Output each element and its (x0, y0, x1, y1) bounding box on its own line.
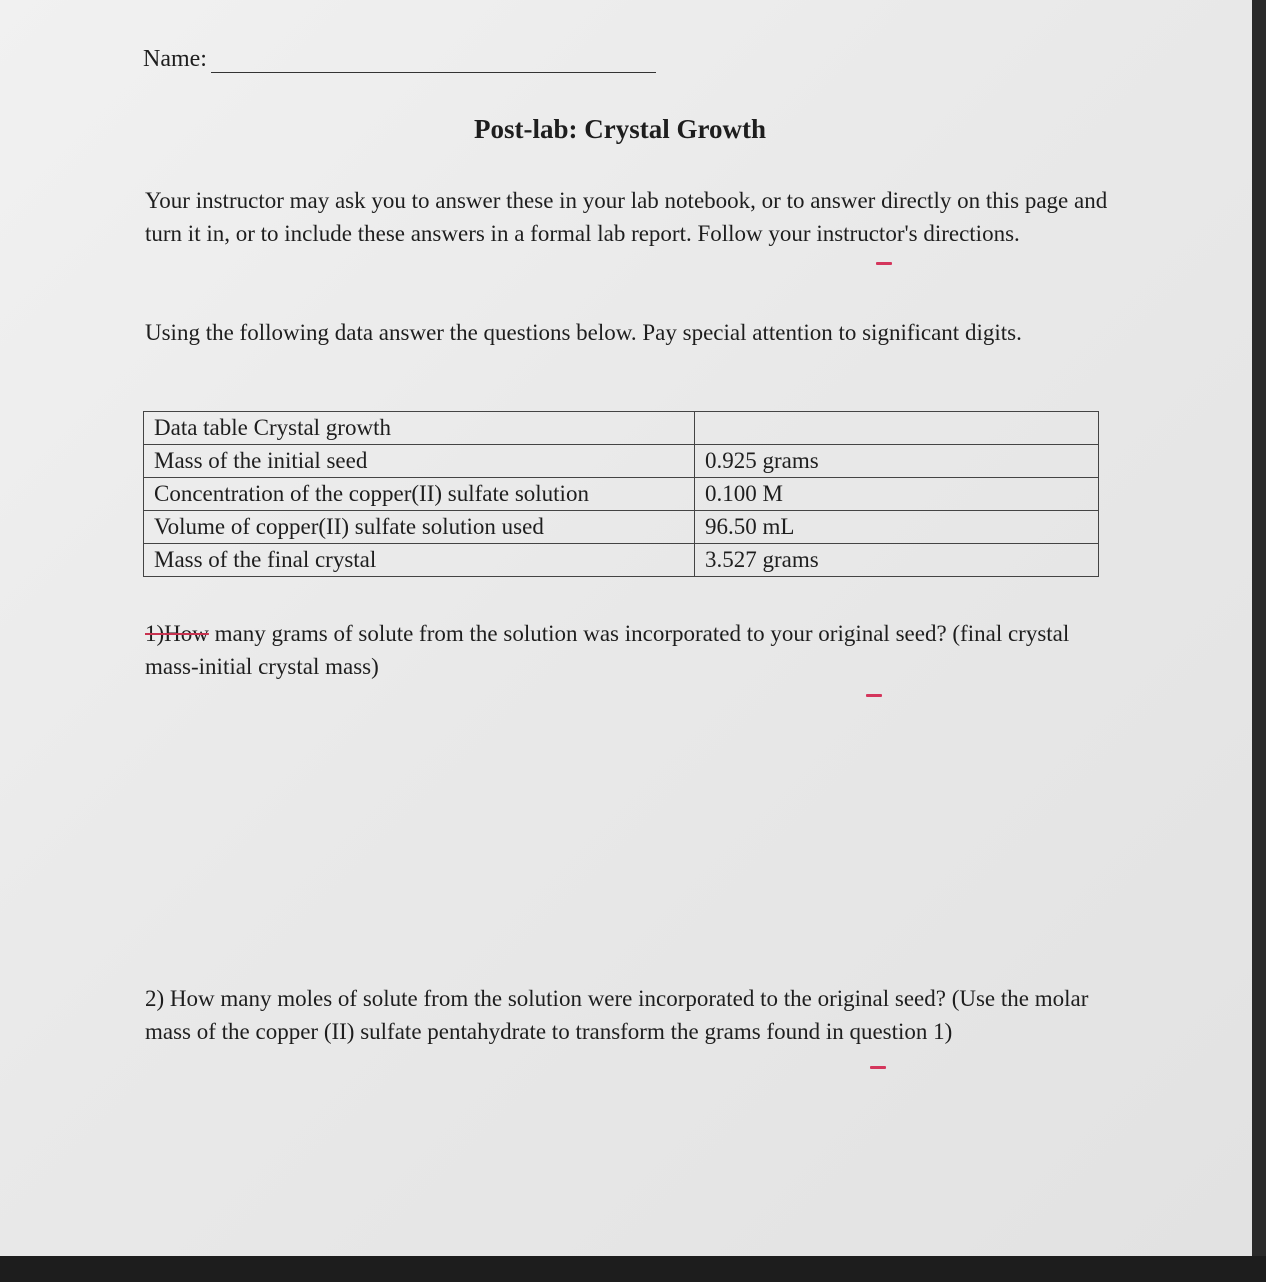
name-row (143, 46, 656, 73)
question-2: 2) How many moles of solute from the solution were incorporated to the original seed? (Use the molar mass of the copper (II) sulfate pentahydrate to transform the grams found in question 1) (145, 986, 1089, 1044)
page-title: Post-lab: Crystal Growth (474, 114, 766, 144)
table-row (144, 445, 1099, 478)
question-1-text: many grams of solute from the solution was incorporated to your original seed? (final crystal mass-initial crystal mass) (145, 621, 1070, 679)
table-header-cell (695, 412, 1099, 445)
table-header-row (144, 412, 1099, 445)
table-cell-value: 0.925 grams (695, 445, 1099, 478)
table-cell-label: Mass of the final crystal (144, 544, 695, 577)
table-row (144, 511, 1099, 544)
table-cell-label: Volume of copper(II) sulfate solution used (144, 511, 695, 544)
question-1 (145, 617, 1115, 683)
table-cell-label: Concentration of the copper(II) sulfate solution (144, 478, 695, 511)
table-cell-value: 96.50 mL (695, 511, 1099, 544)
data-table (143, 411, 1099, 577)
question-1-number: 1) (145, 621, 165, 646)
screen-bottom-edge (0, 1256, 1266, 1282)
red-pen-mark (866, 694, 882, 697)
table-row (144, 478, 1099, 511)
table-header-cell: Data table Crystal growth (144, 412, 695, 445)
intro-paragraph: Your instructor may ask you to answer these in your lab notebook, or to answer directly on this page and turn it in, or to include these answers in a formal lab report. Follow your instructor's directions. (145, 188, 1108, 246)
table-row (144, 544, 1099, 577)
red-pen-mark (876, 262, 892, 265)
name-blank-line[interactable] (211, 46, 656, 73)
table-cell-value: 0.100 M (695, 478, 1099, 511)
name-label: Name: (143, 46, 207, 72)
red-pen-mark (870, 1066, 886, 1069)
table-cell-label: Mass of the initial seed (144, 445, 695, 478)
table-cell-value: 3.527 grams (695, 544, 1099, 577)
question-1-struck-word: How (164, 621, 209, 646)
instructions-paragraph: Using the following data answer the questions below. Pay special attention to significant digits. (145, 320, 1022, 345)
